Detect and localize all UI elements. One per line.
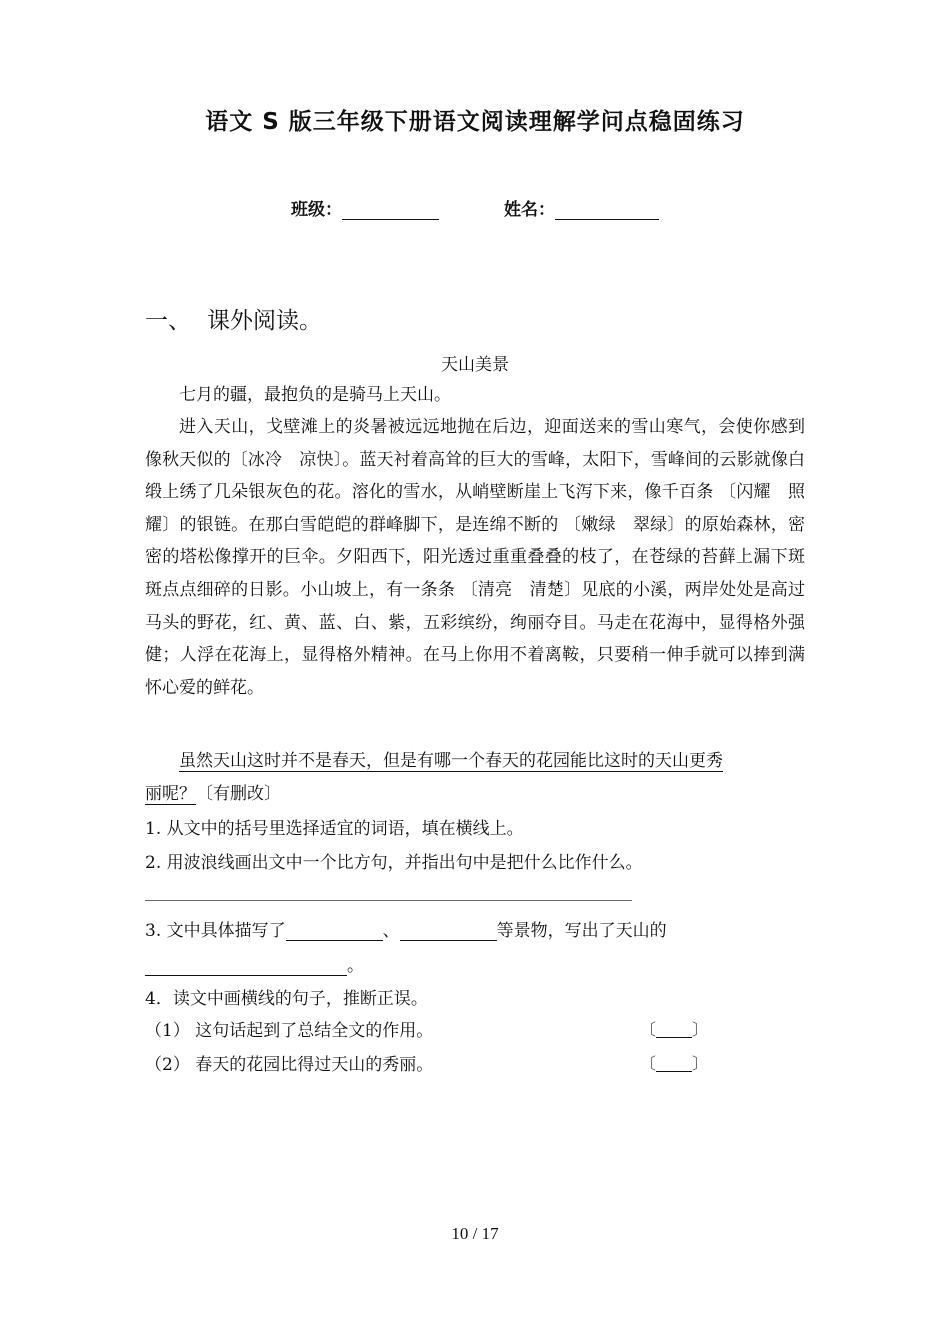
answer-line-q2[interactable] [145, 900, 632, 901]
page-title: 语文 S 版三年级下册语文阅读理解学问点稳固练习 [205, 109, 745, 135]
q4-1-answer-bracket[interactable] [640, 1017, 708, 1040]
name-field [504, 195, 659, 220]
question-3-continued [145, 951, 364, 976]
section-title: 课外阅读。 [207, 308, 322, 334]
q3-blank-2[interactable] [400, 922, 497, 941]
bracket-open: 〔 [640, 1054, 657, 1073]
q4-2-blank[interactable] [656, 1057, 692, 1072]
section-number: 一、 [145, 308, 191, 334]
question-4-item-1: （1） 这句话起到了总结全文的作用。 [145, 1021, 434, 1041]
underlined-sentence-end: 丽呢？ [145, 784, 196, 804]
passage-title: 天山美景 [441, 355, 509, 375]
class-blank[interactable] [342, 201, 439, 220]
question-3-separator: 、 [382, 921, 400, 941]
q4-1-blank[interactable] [656, 1023, 692, 1038]
passage-paragraph: 七月的疆，最抱负的是骑马上天山。 [179, 385, 451, 405]
bracket-close: 〕 [692, 1054, 709, 1073]
bracket-open: 〔 [640, 1020, 657, 1039]
q3-blank-1[interactable] [286, 922, 383, 941]
q3-blank-3[interactable] [145, 957, 347, 976]
question-3-text-a: 3. 文中具体描写了 [145, 921, 286, 941]
question-3-end: 。 [347, 956, 364, 976]
page-number: 10 / 17 [451, 1224, 499, 1243]
underlined-sentence-line1: 虽然天山这时并不是春天，但是有哪一个春天的花园能比这时的天山更秀 [179, 751, 723, 771]
bracket-close: 〕 [692, 1020, 709, 1039]
question-3-text-b: 等景物，写出了天山的 [496, 921, 667, 941]
question-3 [145, 916, 667, 941]
class-field [291, 195, 439, 220]
source-note: 〔有删改〕 [196, 784, 281, 804]
name-label: 姓名： [504, 200, 555, 220]
passage-paragraph: 进入天山，戈壁滩上的炎暑被远远地抛在后边，迎面送来的雪山寒气，会使你感到像秋天似的〔冰冷 凉快〕。蓝天衬着高耸的巨大的雪峰，太阳下，雪峰间的云影就像白缎上绣了几朵银灰色的花。溶化的雪水，从峭壁断崖上飞泻下来，像千百条 〔闪耀 照耀〕的银链。在那白雪皑皑的群峰脚下，是连绵不断的 〔嫩绿 翠绿〕的原始森林，密密的塔松像撑开的巨伞。夕阳西下，阳光透过重重叠叠的枝了，在苍绿的苔藓上漏下斑斑点点细碎的日影。小山坡上，有一条条 〔清亮 清楚〕见底的小溪，两岸处处是高过马头的野花，红、黄、蓝、白、紫，五彩缤纷，绚丽夺目。马走在花海中，显得格外强健；人浮在花海上，显得格外精神。在马上你用不着离鞍，只要稍一伸手就可以捧到满怀心爱的鲜花。 [145, 417, 805, 698]
question-4-item-2: （2） 春天的花园比得过天山的秀丽。 [145, 1055, 434, 1075]
class-label: 班级： [291, 200, 342, 220]
question-2: 2. 用波浪线画出文中一个比方句，并指出句中是把什么比作什么。 [145, 853, 643, 873]
underlined-sentence-line2 [145, 779, 281, 804]
question-4: 4．读文中画横线的句子，推断正误。 [145, 989, 428, 1009]
question-1: 1. 从文中的括号里选择适宜的词语，填在横线上。 [145, 819, 524, 839]
name-blank[interactable] [555, 201, 659, 220]
q4-2-answer-bracket[interactable] [640, 1051, 708, 1074]
section-heading [145, 302, 322, 335]
